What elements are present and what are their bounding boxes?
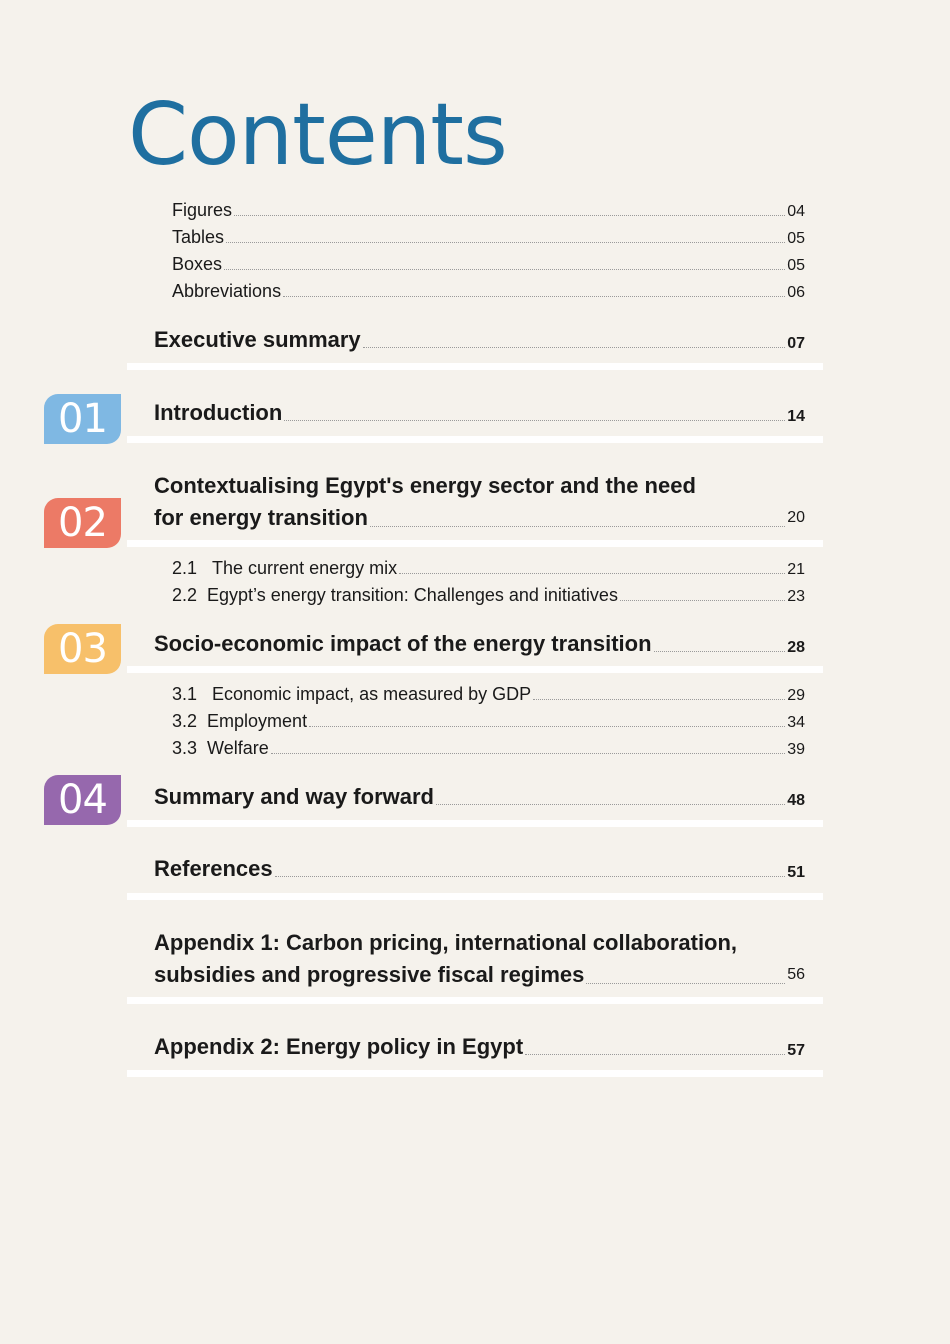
section-divider [127, 666, 823, 673]
toc-page: 07 [787, 335, 805, 352]
toc-label: Summary and way forward [154, 784, 434, 809]
toc-label: References [154, 856, 273, 881]
toc-page: 14 [787, 408, 805, 425]
toc-entry-chapter-04[interactable] [154, 784, 805, 810]
toc-label-line2: subsidies and progressive fiscal regimes [154, 962, 585, 987]
toc-page: 48 [787, 792, 805, 809]
toc-entry-section-2-2[interactable] [172, 585, 805, 606]
toc-page: 57 [787, 1042, 805, 1059]
section-divider [127, 436, 823, 443]
toc-label: Welfare [207, 738, 269, 758]
toc-page: 29 [787, 687, 805, 704]
toc-page: 51 [787, 864, 805, 881]
chapter-badge-01: 01 [44, 394, 121, 444]
dot-leader [283, 296, 785, 297]
toc-entry-figures[interactable] [172, 200, 805, 221]
dot-leader [436, 804, 785, 805]
toc-page: 21 [787, 561, 805, 578]
toc-label: Boxes [172, 254, 223, 274]
section-number: 3.1 [172, 684, 198, 704]
dot-leader [586, 983, 785, 984]
dot-leader [284, 420, 785, 421]
toc-page: 05 [787, 257, 805, 274]
toc-page: 34 [787, 714, 805, 731]
toc-label: Economic impact, as measured by GDP [212, 684, 532, 704]
toc-page: 56 [787, 966, 805, 983]
toc-entry-section-3-2[interactable] [172, 711, 805, 732]
section-divider [127, 820, 823, 827]
toc-page: 28 [787, 639, 805, 656]
toc-entry-appendix-1[interactable] [154, 927, 805, 991]
toc-page: 39 [787, 741, 805, 758]
dot-leader [620, 600, 785, 601]
toc-entry-section-2-1[interactable] [172, 558, 805, 579]
toc-label: Appendix 2: Energy policy in Egypt [154, 1034, 524, 1059]
chapter-badge-03: 03 [44, 624, 121, 674]
section-number: 2.1 [172, 558, 198, 578]
page-title: Contents [128, 85, 507, 185]
toc-label: Executive summary [154, 327, 361, 352]
section-number: 3.2 [172, 711, 198, 731]
toc-page: 20 [787, 509, 805, 526]
toc-entry-introduction[interactable] [154, 400, 805, 426]
toc-label: Figures [172, 200, 233, 220]
dot-leader [533, 699, 785, 700]
section-divider [127, 363, 823, 370]
toc-label-line2: for energy transition [154, 505, 368, 530]
section-divider [127, 997, 823, 1004]
dot-leader [654, 651, 786, 652]
toc-page: 06 [787, 284, 805, 301]
chapter-badge-02: 02 [44, 498, 121, 548]
dot-leader [226, 242, 785, 243]
toc-label: Employment [207, 711, 308, 731]
dot-leader [525, 1054, 785, 1055]
toc-label: Socio-economic impact of the energy transition [154, 631, 652, 656]
toc-entry-chapter-03[interactable] [154, 631, 805, 657]
toc-entry-chapter-02[interactable] [154, 470, 805, 534]
section-divider [127, 540, 823, 547]
toc-label: The current energy mix [212, 558, 398, 578]
toc-entry-references[interactable] [154, 856, 805, 882]
toc-label: Abbreviations [172, 281, 282, 301]
toc-entry-boxes[interactable] [172, 254, 805, 275]
section-divider [127, 1070, 823, 1077]
section-number: 3.3 [172, 738, 198, 758]
dot-leader [224, 269, 785, 270]
toc-entry-section-3-1[interactable] [172, 684, 805, 705]
section-divider [127, 893, 823, 900]
toc-page: 05 [787, 230, 805, 247]
dot-leader [370, 526, 785, 527]
dot-leader [309, 726, 785, 727]
toc-label-line1: Appendix 1: Carbon pricing, international collaboration, [154, 930, 738, 955]
toc-label: Introduction [154, 400, 283, 425]
toc-label-line1: Contextualising Egypt's energy sector and the need [154, 473, 696, 498]
toc-entry-section-3-3[interactable] [172, 738, 805, 759]
toc-page: 23 [787, 588, 805, 605]
dot-leader [275, 876, 786, 877]
toc-label: Tables [172, 227, 225, 247]
toc-entry-executive-summary[interactable] [154, 327, 805, 353]
toc-page: 04 [787, 203, 805, 220]
toc-label: Egypt’s energy transition: Challenges and initiatives [207, 585, 618, 605]
dot-leader [271, 753, 785, 754]
section-number: 2.2 [172, 585, 198, 605]
toc-entry-abbreviations[interactable] [172, 281, 805, 302]
dot-leader [399, 573, 785, 574]
toc-entry-appendix-2[interactable] [154, 1034, 805, 1060]
dot-leader [234, 215, 785, 216]
toc-entry-tables[interactable] [172, 227, 805, 248]
dot-leader [363, 347, 786, 348]
chapter-badge-04: 04 [44, 775, 121, 825]
